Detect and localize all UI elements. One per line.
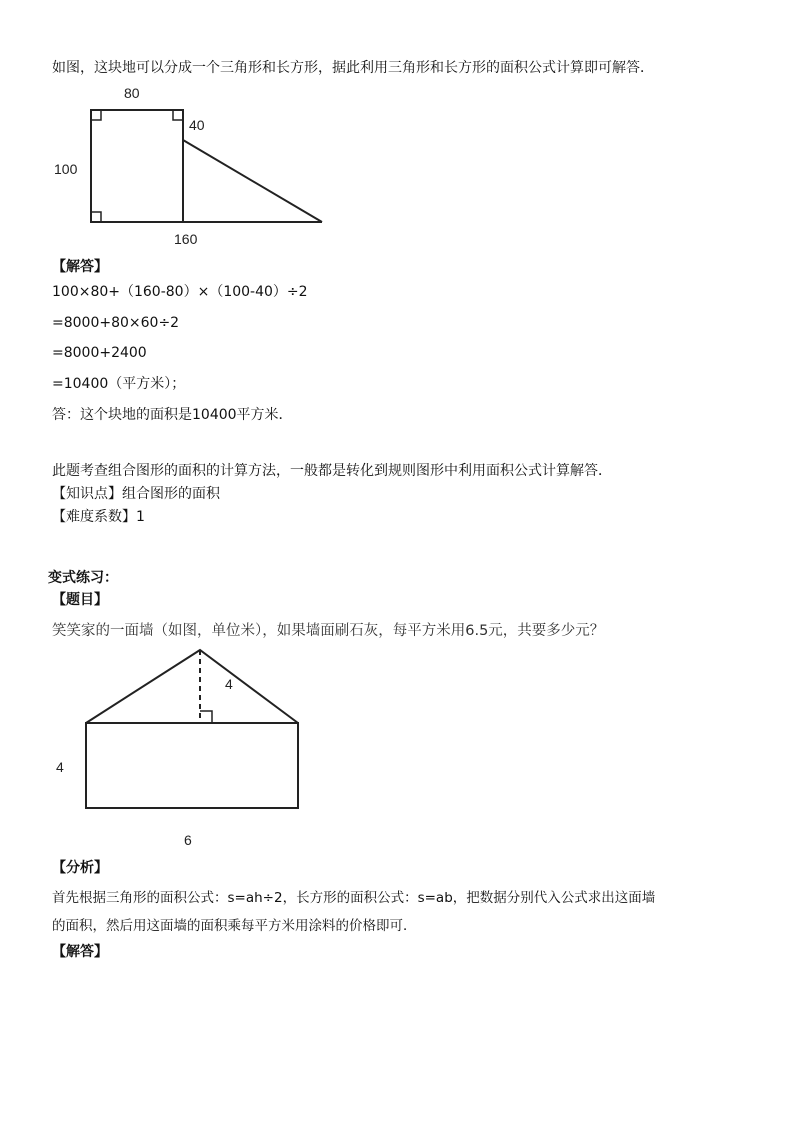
question-text: 笑笑家的一面墙（如图，单位米），如果墙面刷石灰，每平方米用6.5元，共要多少元？	[52, 623, 605, 639]
intro-text: 如图，这块地可以分成一个三角形和长方形，据此利用三角形和长方形的面积公式计算即可解答．	[52, 60, 654, 76]
conclusion: 答：这个块地的面积是10400平方米．	[52, 407, 293, 423]
figure-wall	[48, 645, 318, 855]
wall-triangle	[86, 650, 298, 723]
analysis-line-2: 的面积，然后用这面墙的面积乘每平方米用涂料的价格即可．	[52, 918, 417, 934]
right-angle-mark	[91, 212, 101, 222]
label-triangle-height: 4	[225, 676, 233, 692]
label-left: 100	[54, 161, 78, 177]
hypotenuse-line	[183, 140, 322, 222]
knowledge-point: 【知识点】组合图形的面积	[52, 486, 220, 502]
step-2: =8000+80×60÷2	[52, 315, 180, 331]
right-angle-mark	[200, 711, 212, 723]
right-angle-mark	[173, 110, 183, 120]
analysis-heading: 【分析】	[52, 860, 108, 876]
difficulty: 【难度系数】1	[52, 509, 145, 525]
rectangle-shape	[91, 110, 183, 222]
label-right-segment: 40	[189, 117, 205, 133]
answer-heading: 【解答】	[52, 259, 108, 275]
step-4: =10400（平方米）；	[52, 376, 186, 392]
right-angle-mark	[91, 110, 101, 120]
question-heading: 【题目】	[52, 592, 108, 608]
label-rect-width: 6	[184, 832, 192, 848]
figure-rect-triangle	[50, 82, 340, 252]
step-1: 100×80+（160-80）×（100-40）÷2	[52, 284, 308, 300]
step-3: =8000+2400	[52, 345, 147, 361]
analysis-line-1: 首先根据三角形的面积公式：s=ah÷2，长方形的面积公式：s=ab，把数据分别代入公式求出这面墙	[52, 890, 656, 906]
variant-answer-heading: 【解答】	[52, 944, 108, 960]
label-top: 80	[124, 85, 140, 101]
variant-title: 变式练习：	[48, 570, 118, 586]
wall-rectangle	[86, 723, 298, 808]
label-bottom: 160	[174, 231, 198, 247]
comment-text: 此题考查组合图形的面积的计算方法，一般都是转化到规则图形中利用面积公式计算解答．	[52, 463, 612, 479]
label-rect-height: 4	[56, 759, 64, 775]
